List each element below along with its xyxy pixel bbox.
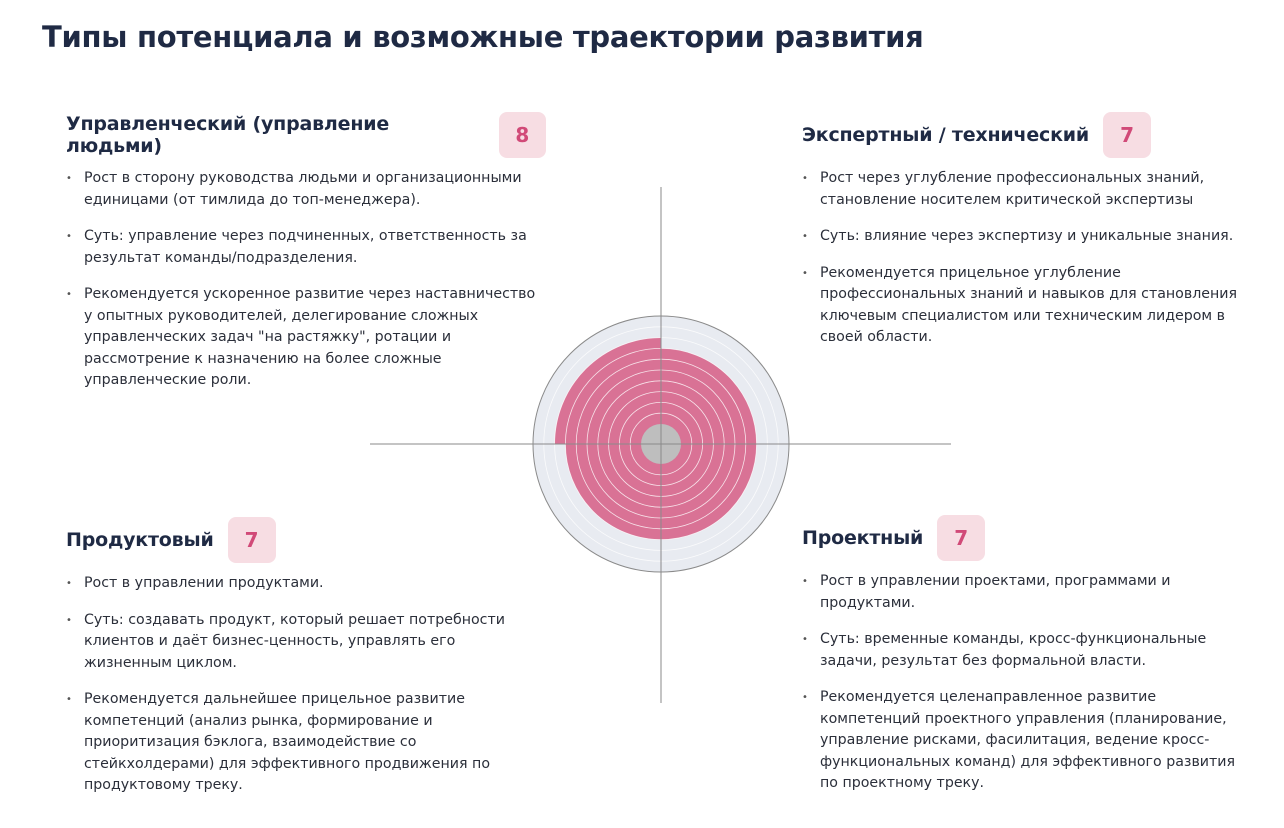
score-badge: 7 [1103, 112, 1151, 158]
score-badge: 8 [499, 112, 546, 158]
block-managerial [66, 112, 546, 407]
block-title: Управленческий (управление людьми) [66, 113, 390, 157]
list-item: • Рекомендуется ускоренное развитие через наставничество у опытных руководителей, делегирование сложных управленческих задач "на растяжку", ротации и рассмотрение к назначению на более сложные управленческие роли. [66, 284, 546, 392]
block-expert [802, 112, 1252, 364]
score-badge: 7 [937, 515, 985, 561]
block-title: Экспертный / технический [802, 124, 1090, 146]
list-item: • Суть: создавать продукт, который решает потребности клиентов и даёт бизнес-ценность, управлять его жизненным циклом. [66, 610, 506, 675]
list-item: • Рост в управлении проектами, программами и продуктами. [802, 571, 1252, 614]
page-title: Типы потенциала и возможные траектории развития [42, 20, 924, 54]
block-title: Проектный [802, 527, 924, 549]
list-item: • Рост через углубление профессиональных знаний, становление носителем критической экспертизы [802, 168, 1252, 211]
list-item: • Суть: временные команды, кросс-функциональные задачи, результат без формальной власти. [802, 629, 1252, 672]
list-item: • Суть: влияние через экспертизу и уникальные знания. [802, 226, 1252, 248]
block-product [66, 517, 506, 812]
block-project [802, 515, 1252, 810]
block-title: Продуктовый [66, 529, 214, 551]
score-badge: 7 [228, 517, 276, 563]
list-item: • Суть: управление через подчиненных, ответственность за результат команды/подразделения. [66, 226, 546, 269]
list-item: • Рекомендуется целенаправленное развитие компетенций проектного управления (планирование, управление рисками, фасилитация, ведение кросс-функциональных команд) для эффективного развития по проектному треку. [802, 687, 1252, 795]
list-item: • Рост в сторону руководства людьми и организационными единицами (от тимлида до топ-менеджера). [66, 168, 546, 211]
list-item: • Рекомендуется прицельное углубление профессиональных знаний и навыков для становления ключевым специалистом или техническим лидером в своей области. [802, 263, 1252, 349]
list-item: • Рост в управлении продуктами. [66, 573, 506, 595]
list-item: • Рекомендуется дальнейшее прицельное развитие компетенций (анализ рынка, формирование и приоритизация бэклога, взаимодействие со стейкхолдерами) для эффективного продвижения по продуктовому треку. [66, 689, 506, 797]
